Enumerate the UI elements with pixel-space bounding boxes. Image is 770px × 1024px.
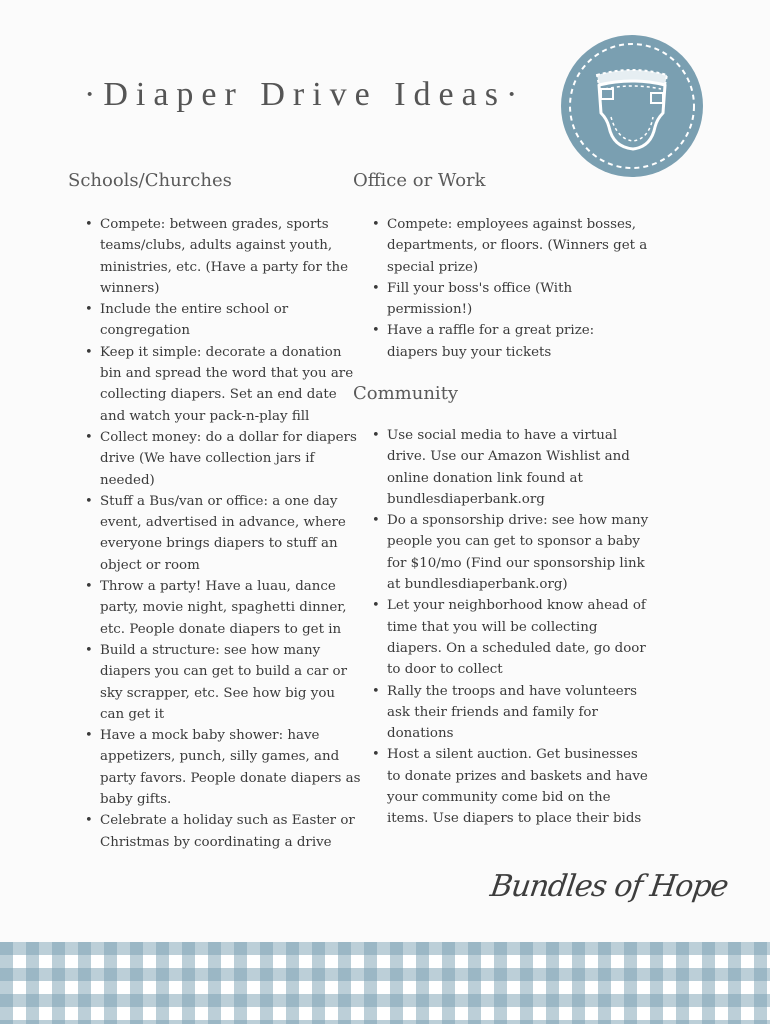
brand-signature — [488, 862, 730, 918]
list-item: • Have a raffle for a great prize: diapers buy your tickets — [387, 320, 649, 363]
list-item: • Keep it simple: decorate a donation bin and spread the word that you are collecting diapers. Set an end date and watch your pack-n-play fill — [100, 342, 362, 427]
list-item: • Compete: between grades, sports teams/clubs, adults against youth, ministries, etc. (Have a party for the winners) — [100, 214, 362, 299]
list-item: • Collect money: do a dollar for diapers drive (We have collection jars if needed) — [100, 427, 362, 491]
list-item: • Have a mock baby shower: have appetizers, punch, silly games, and party favors. People donate diapers as baby gifts. — [100, 725, 362, 810]
list-office — [387, 214, 649, 363]
list-item: • Build a structure: see how many diapers you can get to build a car or sky scrapper, etc. See how big you can get it — [100, 640, 362, 725]
list-item: • Include the entire school or congregation — [100, 299, 362, 342]
list-item: • Let your neighborhood know ahead of time that you will be collecting diapers. On a scheduled date, go door to door to collect — [387, 595, 649, 680]
brand-signature-text: Bundles of Hope — [488, 869, 730, 904]
list-item: • Use social media to have a virtual drive. Use our Amazon Wishlist and online donation link found at bundlesdiaperbank.org — [387, 425, 649, 510]
diaper-icon — [561, 35, 703, 177]
gingham-border — [0, 942, 770, 1024]
section-heading-office: Office or Work — [353, 170, 486, 191]
list-item: • Celebrate a holiday such as Easter or Christmas by coordinating a drive — [100, 810, 362, 853]
list-item: • Host a silent auction. Get businesses to donate prizes and baskets and have your community come bid on the items. Use diapers to place their bids — [387, 744, 649, 829]
page-title: ·Diaper Drive Ideas· — [84, 76, 526, 113]
list-schools — [100, 214, 362, 853]
list-item: • Throw a party! Have a luau, dance party, movie night, spaghetti dinner, etc. People donate diapers to get in — [100, 576, 362, 640]
list-item: • Fill your boss's office (With permission!) — [387, 278, 649, 321]
list-item: • Compete: employees against bosses, departments, or floors. (Winners get a special prize) — [387, 214, 649, 278]
list-item: • Rally the troops and have volunteers ask their friends and family for donations — [387, 681, 649, 745]
list-community — [387, 425, 649, 830]
list-item: • Do a sponsorship drive: see how many people you can get to sponsor a baby for $10/mo (Find our sponsorship link at bundlesdiaperbank.org) — [387, 510, 649, 595]
list-item: • Stuff a Bus/van or office: a one day event, advertised in advance, where everyone brings diapers to stuff an object or room — [100, 491, 362, 576]
section-heading-schools: Schools/Churches — [68, 170, 232, 191]
section-heading-community: Community — [353, 383, 459, 404]
